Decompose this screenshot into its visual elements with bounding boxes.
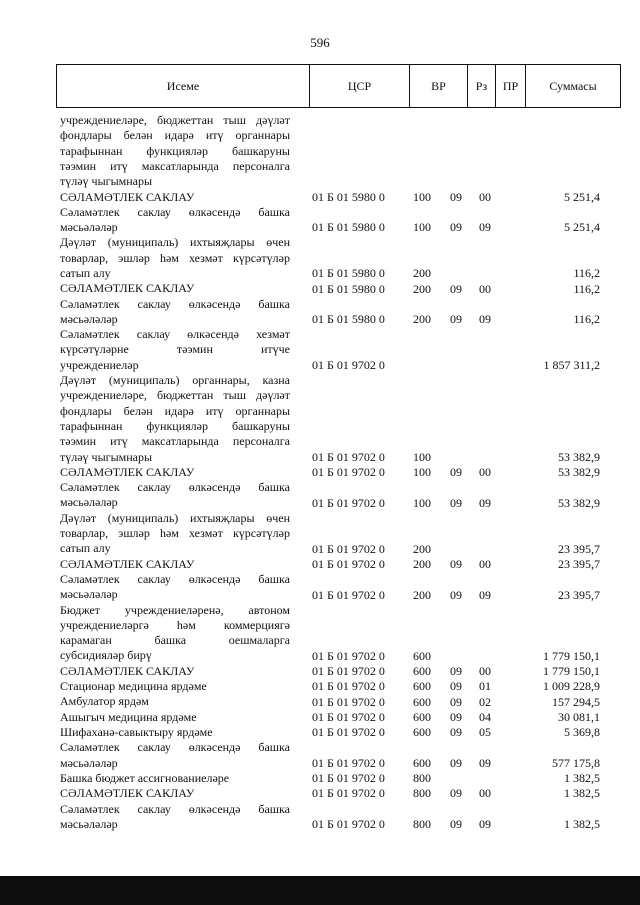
row-name-line: сатып алу (60, 265, 111, 280)
table-row (60, 480, 620, 511)
row-csr: 01 Б 01 9702 0 (312, 587, 385, 602)
row-csr: 01 Б 01 9702 0 (312, 358, 385, 373)
row-sum: 53 382,9 (558, 449, 600, 464)
row-csr: 01 Б 01 9702 0 (312, 725, 385, 740)
row-name (60, 694, 290, 709)
row-name-line: Сәламәтлек саклау өлкәсендә башка (60, 572, 290, 586)
page-number: 596 (310, 35, 330, 50)
row-rz: 09 (450, 587, 462, 602)
table-row (60, 725, 620, 740)
row-sum: 1 382,5 (564, 817, 600, 832)
row-pr: 00 (479, 664, 491, 679)
row-name-line: тәэмин итү максатларында персоналга (60, 434, 290, 449)
row-name-line: түләү чыгымнары (60, 174, 153, 189)
row-pr: 09 (479, 587, 491, 602)
row-sum: 577 175,8 (552, 755, 600, 770)
row-sum: 30 081,1 (558, 709, 600, 724)
row-name-line: Сәламәтлек саклау өлкәсендә башка (60, 801, 290, 816)
header-rz: Рз (467, 65, 495, 107)
row-name-line: тарафыннан функцияләр башкаруны (60, 418, 290, 433)
row-vr: 100 (413, 220, 431, 235)
row-csr: 01 Б 01 5980 0 (312, 220, 385, 235)
row-name (60, 786, 290, 801)
table-row (60, 327, 620, 373)
row-name-line: мәсьәләләр (60, 816, 118, 831)
row-pr: 05 (479, 725, 491, 740)
row-rz: 09 (450, 725, 462, 740)
row-name-line: Сәламәтлек саклау өлкәсендә башка (60, 296, 290, 311)
table-row (60, 694, 620, 709)
row-csr: 01 Б 01 9702 0 (312, 786, 385, 801)
row-sum: 53 382,9 (558, 465, 600, 480)
row-name-line: мәсьәләләр (60, 220, 118, 235)
row-csr: 01 Б 01 9702 0 (312, 465, 385, 480)
row-vr: 200 (413, 541, 431, 556)
row-pr: 09 (479, 817, 491, 832)
row-name-line: Дәүләт (муниципаль) ихтыяҗлары өчен (60, 235, 290, 250)
header-csr: ЦСР (309, 65, 409, 107)
row-name (60, 205, 290, 236)
row-name-line: Башка бюджет ассигнованиеләре (60, 770, 230, 785)
row-name (60, 664, 290, 679)
row-rz: 09 (450, 755, 462, 770)
row-name (60, 572, 290, 603)
header-name: Исеме (166, 79, 200, 93)
row-pr: 09 (479, 312, 491, 327)
row-name (60, 190, 290, 205)
row-name-line: мәсьәләләр (60, 587, 118, 602)
row-sum: 53 382,9 (558, 495, 600, 510)
table-row (60, 710, 620, 725)
row-vr: 200 (413, 281, 431, 296)
row-name-line: СӘЛАМӘТЛЕК САКЛАУ (60, 663, 195, 678)
row-csr: 01 Б 01 9702 0 (312, 664, 385, 679)
row-name-line: сатып алу (60, 541, 111, 556)
row-name-line: тәэмин итү максатларында персоналга (60, 158, 290, 173)
row-rz: 09 (450, 786, 462, 801)
row-vr: 600 (413, 694, 431, 709)
table-row (60, 297, 620, 328)
row-csr: 01 Б 01 9702 0 (312, 755, 385, 770)
row-pr: 09 (479, 755, 491, 770)
row-vr: 600 (413, 725, 431, 740)
row-sum: 1 382,5 (564, 786, 600, 801)
row-csr: 01 Б 01 9702 0 (312, 556, 385, 571)
row-name (60, 511, 290, 557)
row-vr: 600 (413, 664, 431, 679)
row-pr: 01 (479, 679, 491, 694)
row-csr: 01 Б 01 9702 0 (312, 771, 385, 786)
row-name-line: СӘЛАМӘТЛЕК САКЛАУ (60, 556, 195, 571)
row-name-line: учреждениеләргә һәм коммерциягә (60, 617, 290, 632)
row-rz: 09 (450, 220, 462, 235)
row-sum: 5 251,4 (564, 189, 600, 204)
table-row (60, 235, 620, 281)
row-name-line: субсидияләр бирү (60, 648, 152, 663)
header-pr: ПР (495, 65, 525, 107)
row-vr: 800 (413, 817, 431, 832)
row-rz: 09 (450, 694, 462, 709)
row-name-line: Шифаханә-савыктыру ярдәме (60, 725, 213, 739)
row-vr: 100 (413, 495, 431, 510)
row-pr: 09 (479, 220, 491, 235)
row-csr: 01 Б 01 9702 0 (312, 648, 385, 663)
row-name-line: мәсьәләләр (60, 311, 118, 326)
row-rz: 09 (450, 664, 462, 679)
row-rz: 09 (450, 465, 462, 480)
row-name-line: учреждениеләре, бюджеттан тыш дәүләт (60, 113, 290, 127)
row-name (60, 725, 290, 740)
table-row (60, 802, 620, 833)
row-rz: 09 (450, 189, 462, 204)
table-header (56, 64, 621, 108)
row-name (60, 235, 290, 281)
row-sum: 1 382,5 (564, 771, 600, 786)
row-pr: 02 (479, 694, 491, 709)
table-row (60, 281, 620, 296)
row-vr: 800 (413, 771, 431, 786)
row-sum: 157 294,5 (552, 694, 600, 709)
row-vr: 200 (413, 587, 431, 602)
row-name-line: учреждениеләре, бюджеттан тыш дәүләт (60, 388, 290, 403)
row-sum: 116,2 (573, 266, 600, 281)
header-vr: ВР (409, 65, 467, 107)
row-name-line: СӘЛАМӘТЛЕК САКЛАУ (60, 464, 195, 479)
row-name-line: күрсәтүләрне тәэмин итүче (60, 342, 290, 357)
table-row (60, 373, 620, 465)
row-name-line: СӘЛАМӘТЛЕК САКЛАУ (60, 189, 195, 204)
row-pr: 09 (479, 495, 491, 510)
row-rz: 09 (450, 709, 462, 724)
row-name-line: Ашыгыч медицина ярдәме (60, 709, 197, 724)
row-csr: 01 Б 01 5980 0 (312, 312, 385, 327)
row-vr: 100 (413, 449, 431, 464)
row-sum: 116,2 (573, 312, 600, 327)
row-name (60, 679, 290, 694)
row-vr: 800 (413, 786, 431, 801)
row-csr: 01 Б 01 9702 0 (312, 495, 385, 510)
row-name-line: түләү чыгымнары (60, 449, 153, 464)
row-sum: 1 857 311,2 (543, 358, 600, 373)
row-name-line: Стационар медицина ярдәме (60, 679, 207, 694)
row-sum: 23 395,7 (558, 541, 600, 556)
table-row (60, 465, 620, 480)
row-name (60, 281, 290, 296)
table-row (60, 679, 620, 694)
table-row (60, 113, 620, 190)
row-rz: 09 (450, 495, 462, 510)
row-name-line: Дәүләт (муниципаль) органнары, казна (60, 373, 290, 388)
row-name-line: карамаган башка оешмаларга (60, 633, 290, 648)
table-row (60, 786, 620, 801)
table-row (60, 771, 620, 786)
row-name-line: Бюджет учреждениеләренә, автоном (60, 602, 290, 617)
row-pr: 00 (479, 786, 491, 801)
row-pr: 00 (479, 556, 491, 571)
row-name (60, 327, 290, 373)
row-vr: 100 (413, 189, 431, 204)
table-row (60, 557, 620, 572)
row-sum: 23 395,7 (558, 587, 600, 602)
row-sum: 116,2 (573, 281, 600, 296)
row-rz: 09 (450, 556, 462, 571)
table-row (60, 511, 620, 557)
row-rz: 09 (450, 679, 462, 694)
row-name-line: товарлар, эшләр һәм хезмәт күрсәтүләр (60, 526, 290, 541)
row-name-line: учреждениеләр (60, 357, 139, 372)
row-sum: 1 009 228,9 (543, 679, 600, 694)
row-pr: 00 (479, 465, 491, 480)
row-rz: 09 (450, 281, 462, 296)
row-vr: 200 (413, 556, 431, 571)
scan-border (0, 876, 640, 905)
row-csr: 01 Б 01 9702 0 (312, 694, 385, 709)
row-csr: 01 Б 01 5980 0 (312, 189, 385, 204)
row-sum: 1 779 150,1 (543, 664, 600, 679)
row-vr: 600 (413, 755, 431, 770)
row-vr: 600 (413, 709, 431, 724)
header-sum: Суммасы (525, 65, 620, 107)
row-sum: 1 779 150,1 (543, 648, 600, 663)
row-name (60, 740, 290, 771)
row-name (60, 802, 290, 833)
row-name (60, 557, 290, 572)
row-vr: 600 (413, 648, 431, 663)
row-csr: 01 Б 01 5980 0 (312, 266, 385, 281)
row-name-line: Сәламәтлек саклау өлкәсендә хезмәт (60, 327, 290, 342)
row-vr: 200 (413, 312, 431, 327)
row-name-line: мәсьәләләр (60, 755, 118, 770)
row-csr: 01 Б 01 5980 0 (312, 281, 385, 296)
row-vr: 100 (413, 465, 431, 480)
row-csr: 01 Б 01 9702 0 (312, 709, 385, 724)
table-row (60, 190, 620, 205)
row-pr: 00 (479, 281, 491, 296)
row-name-line: мәсьәләләр (60, 495, 118, 510)
row-csr: 01 Б 01 9702 0 (312, 541, 385, 556)
row-name (60, 465, 290, 480)
table-row (60, 205, 620, 236)
table-row (60, 740, 620, 771)
row-sum: 5 251,4 (564, 220, 600, 235)
row-name-line: Амбулатор ярдәм (60, 694, 149, 709)
row-csr: 01 Б 01 9702 0 (312, 679, 385, 694)
row-name (60, 113, 290, 189)
table-row (60, 603, 620, 664)
row-name (60, 373, 290, 465)
row-name-line: тарафыннан функцияләр башкаруны (60, 143, 290, 158)
row-name-line: Сәламәтлек саклау өлкәсендә башка (60, 480, 290, 495)
row-name-line: фондлары белән идарә итү органнары (60, 403, 290, 418)
row-name-line: Сәламәтлек саклау өлкәсендә башка (60, 204, 290, 219)
table-row (60, 572, 620, 603)
row-vr: 600 (413, 679, 431, 694)
row-name-line: фондлары белән идарә итү органнары (60, 128, 290, 143)
row-name (60, 710, 290, 725)
row-name-line: СӘЛАМӘТЛЕК САКЛАУ (60, 786, 195, 801)
row-rz: 09 (450, 817, 462, 832)
table-row (60, 664, 620, 679)
row-pr: 04 (479, 709, 491, 724)
row-sum: 23 395,7 (558, 556, 600, 571)
row-name-line: Дәүләт (муниципаль) ихтыяҗлары өчен (60, 510, 290, 525)
row-csr: 01 Б 01 9702 0 (312, 449, 385, 464)
row-name-line: Сәламәтлек саклау өлкәсендә башка (60, 740, 290, 755)
row-name (60, 480, 290, 511)
row-name (60, 603, 290, 664)
row-vr: 200 (413, 266, 431, 281)
row-rz: 09 (450, 312, 462, 327)
row-pr: 00 (479, 189, 491, 204)
row-name (60, 297, 290, 328)
row-csr: 01 Б 01 9702 0 (312, 817, 385, 832)
row-name-line: товарлар, эшләр һәм хезмәт күрсәтүләр (60, 250, 290, 265)
row-name (60, 771, 290, 786)
row-name-line: СӘЛАМӘТЛЕК САКЛАУ (60, 281, 195, 296)
row-sum: 5 369,8 (564, 725, 600, 740)
